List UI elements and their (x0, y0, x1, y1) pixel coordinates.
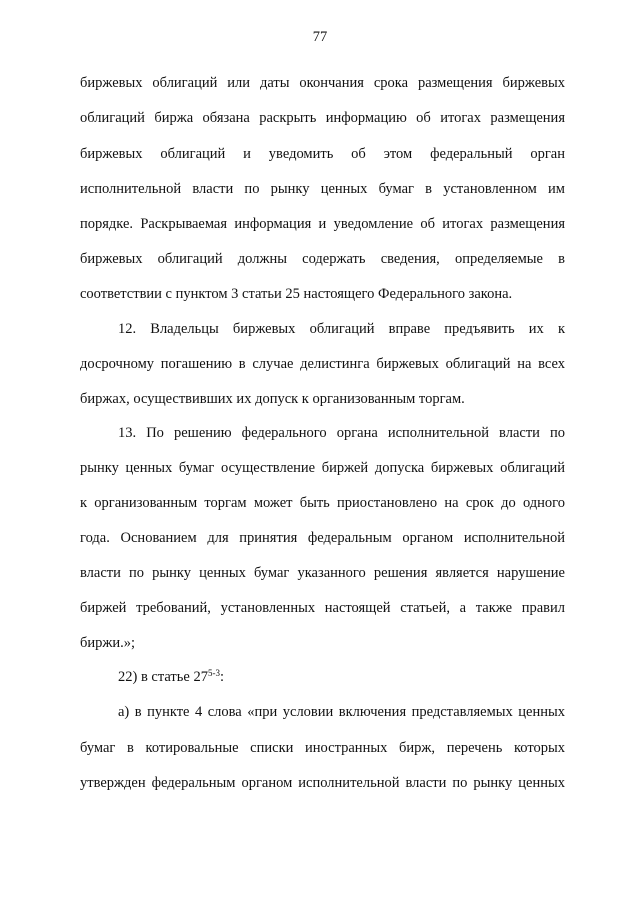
paragraph-13-line: 13. По решению федерального органа исполнительной власти по (118, 425, 565, 441)
text-line: исполнительной власти по рынку ценных бумаг в установленном им (80, 181, 565, 197)
paragraph-12-line: 12. Владельцы биржевых облигаций вправе предъявить их к (118, 321, 565, 337)
item-22-suffix: : (219, 669, 224, 685)
text-line: года. Основанием для принятия федеральным органом исполнительной (80, 530, 565, 546)
text-line: утвержден федеральным органом исполнительной власти по рынку ценных (80, 775, 565, 791)
text-line: биржевых облигаций и уведомить об этом федеральный орган (80, 146, 565, 162)
item-22-heading (118, 667, 565, 687)
text-line: соответствии с пунктом 3 статьи 25 настоящего Федерального закона. (80, 286, 513, 302)
text-line: порядке. Раскрываемая информация и уведомление об итогах размещения (80, 216, 565, 232)
page-number: 77 (312, 29, 328, 45)
text-line: биржевых облигаций или даты окончания срока размещения биржевых (80, 75, 565, 91)
text-line: власти по рынку ценных бумаг указанного решения является нарушение (80, 565, 565, 581)
item-22-text: 22) в статье 27 (118, 669, 208, 685)
text-line: к организованным торгам может быть приостановлено на срок до одного (80, 495, 565, 511)
text-line: биржей требований, установленных настоящей статьей, а также правил (80, 600, 565, 616)
text-line: биржах, осуществивших их допуск к организованным торгам. (80, 391, 465, 407)
subitem-a-line: а) в пункте 4 слова «при условии включения представляемых ценных (118, 704, 565, 720)
text-line: биржевых облигаций должны содержать сведения, определяемые в (80, 251, 565, 267)
item-22-superscript: 5-3 (207, 668, 220, 678)
text-line: досрочному погашению в случае делистинга биржевых облигаций на всех (80, 356, 565, 372)
text-line: рынку ценных бумаг осуществление биржей допуска биржевых облигаций (80, 460, 565, 476)
text-line: бумаг в котировальные списки иностранных бирж, перечень которых (80, 740, 565, 756)
text-line: облигаций биржа обязана раскрыть информацию об итогах размещения (80, 110, 565, 126)
text-line: биржи.»; (80, 635, 136, 651)
